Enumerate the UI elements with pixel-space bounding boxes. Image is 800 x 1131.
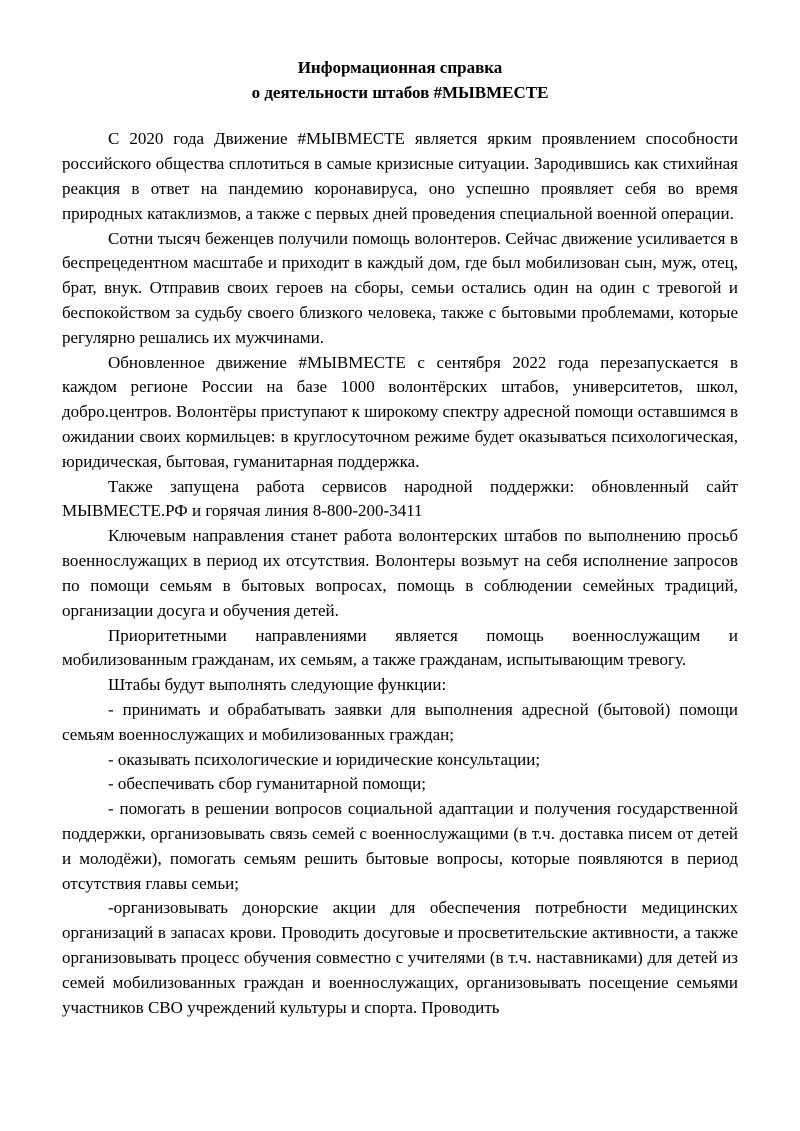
list-item: - помогать в решении вопросов социальной адаптации и получения государственной поддержки, организовывать связь семей с военнослужащими (в т.ч. доставка писем от детей и молодёжи), помогать семьям решить бытовые вопросы, которые появляются в период отсутствия главы семьи; [62,799,738,893]
list-item: - оказывать психологические и юридические консультации; [108,749,541,769]
page-title-line-1: Информационная справка [297,58,503,77]
list-item: -организовывать донорские акции для обеспечения потребности медицинских организаций в запасах крови. Проводить досуговые и просветительские активности, а также организовывать процесс обучения совместно с учителями (в т.ч. наставниками) для детей из семей мобилизованных граждан и военнослужащих, организовывать посещение семьями участников СВО учреждений культуры и спорта. Проводить [62,898,738,1017]
list-item: - обеспечивать сбор гуманитарной помощи; [108,774,426,794]
page-title [62,56,738,105]
paragraph: С 2020 года Движение #МЫВМЕСТЕ является ярким проявлением способности российского общества сплотиться в самые кризисные ситуации. Зародившись как стихийная реакция в ответ на пандемию коронавируса, оно успешно проявляет себя во время природных катаклизмов, а также с первых дней проведения специальной военной операции. [62,129,738,223]
page-title-line-2: о деятельности штабов #МЫВМЕСТЕ [251,82,549,102]
paragraph: Обновленное движение #МЫВМЕСТЕ с сентября 2022 года перезапускается в каждом регионе России на базе 1000 волонтёрских штабов, университетов, школ, добро.центров. Волонтёры приступают к широкому спектру адресной помощи оставшимся в ожидании своих кормильцев: в круглосуточном режиме будет оказываться психологическая, юридическая, бытовая, гуманитарная поддержка. [62,352,738,471]
paragraph: Приоритетными направлениями является помощь военнослужащим и мобилизованным гражданам, их семьям, а также гражданам, испытывающим тревогу. [62,625,738,670]
paragraph: Штабы будут выполнять следующие функции: [108,675,447,695]
paragraph: Ключевым направления станет работа волонтерских штабов по выполнению просьб военнослужащих в период их отсутствия. Волонтеры возьмут на себя исполнение запросов по помощи семьям в бытовых вопросах, помощь в соблюдении семейных традиций, организации досуга и обучения детей. [62,526,738,620]
paragraph: Сотни тысяч беженцев получили помощь волонтеров. Сейчас движение усиливается в беспрецедентном масштабе и приходит в каждый дом, где был мобилизован сын, муж, отец, брат, внук. Отправив своих героев на сборы, семьи остались один на один с тревогой и беспокойством за судьбу своего близкого человека, также с бытовыми проблемами, которые регулярно решались их мужчинами. [62,228,738,347]
paragraph: Также запущена работа сервисов народной поддержки: обновленный сайт МЫВМЕСТЕ.РФ и горячая линия 8-800-200-3411 [62,476,738,521]
list-item: - принимать и обрабатывать заявки для выполнения адресной (бытовой) помощи семьям военнослужащих и мобилизованных граждан; [62,699,738,744]
document-body [62,127,738,1020]
